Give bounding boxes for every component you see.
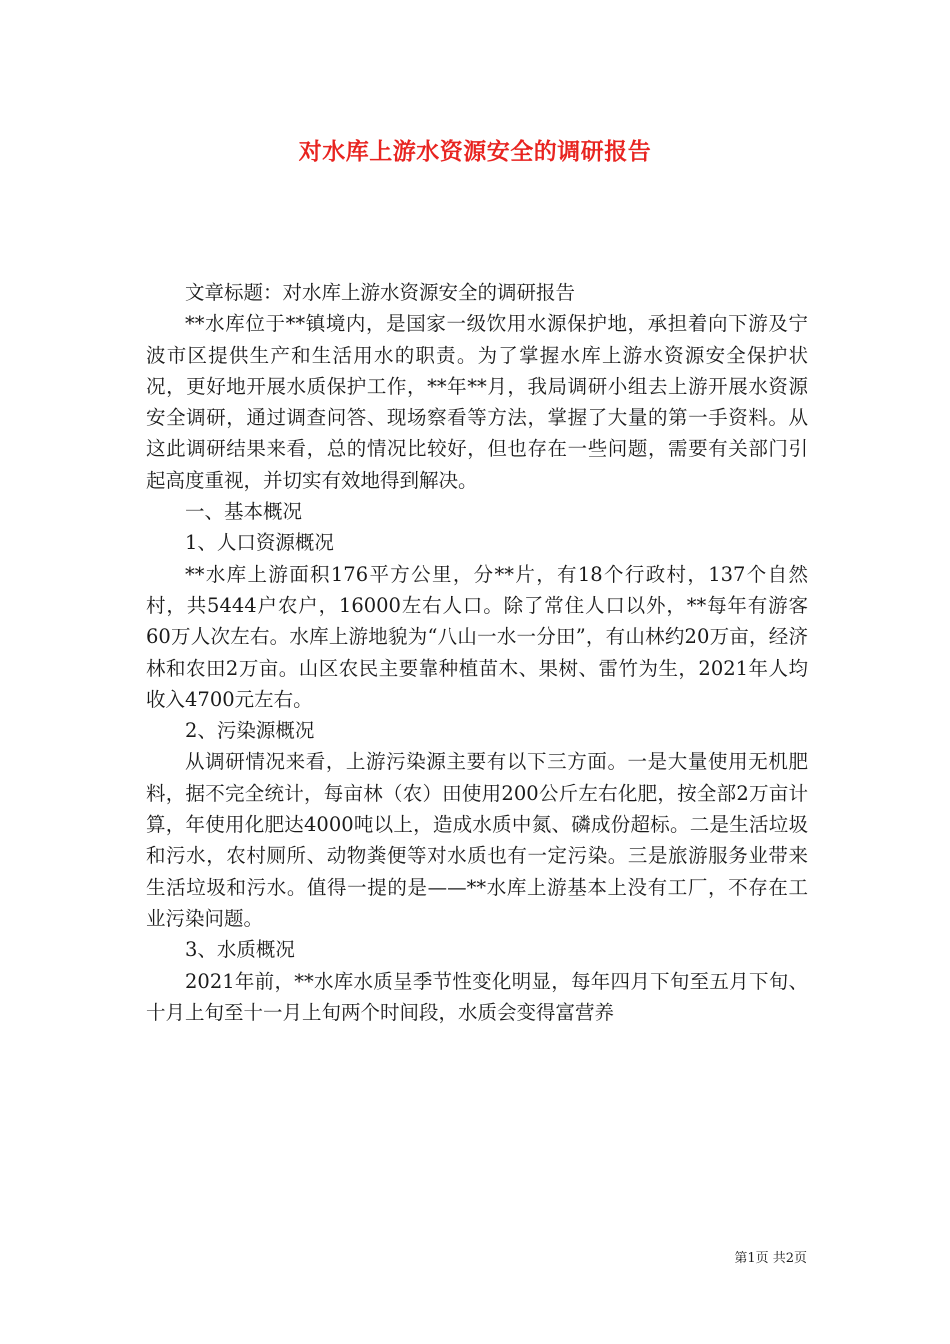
intro-paragraph: **水库位于**镇境内，是国家一级饮用水源保护地，承担着向下游及宁波市区提供生产和生活用水的职责。为了掌握水库上游水资源安全保护状况，更好地开展水质保护工作，**年**月，我局调研小组去上游开展水资源安全调研，通过调查问答、现场察看等方法，掌握了大量的第一手资料。从这此调研结果来看，总的情况比较好，但也存在一些问题，需要有关部门引起高度重视，并切实有效地得到解决。 [146,312,808,492]
document-body [146,277,808,1028]
document-title: 对水库上游水资源安全的调研报告 [298,138,652,165]
section-heading-overview: 一、基本概况 [185,500,303,524]
subsection-heading-water-quality: 3、水质概况 [185,938,295,962]
water-quality-paragraph: 2021年前，**水库水质呈季节性变化明显，每年四月下旬至五月下旬、十月上旬至十一月上旬两个时间段，水质会变得富营养 [146,969,808,1024]
pollution-paragraph: 从调研情况来看，上游污染源主要有以下三方面。一是大量使用无机肥料，据不完全统计，每亩林（农）田使用200公斤左右化肥，按全部2万亩计算，年使用化肥达4000吨以上，造成水质中氮、磷成份超标。二是生活垃圾和污水，农村厕所、动物粪便等对水质也有一定污染。三是旅游服务业带来生活垃圾和污水。值得一提的是——**水库上游基本上没有工厂，不存在工业污染问题。 [146,750,808,930]
article-title-line: 文章标题：对水库上游水资源安全的调研报告 [185,281,576,304]
page-number-footer: 第1页 共2页 [734,1251,807,1266]
subsection-heading-population: 1、人口资源概况 [185,531,334,555]
subsection-heading-pollution: 2、污染源概况 [185,719,315,743]
population-paragraph: **水库上游面积176平方公里，分**片，有18个行政村，137个自然村，共5444户农户，16000左右人口。除了常住人口以外，**每年有游客60万人次左右。水库上游地貌为“八山一水一分田”，有山林约20万亩，经济林和农田2万亩。山区农民主要靠种植苗木、果树、雷竹为生，2021年人均收入4700元左右。 [146,562,808,711]
